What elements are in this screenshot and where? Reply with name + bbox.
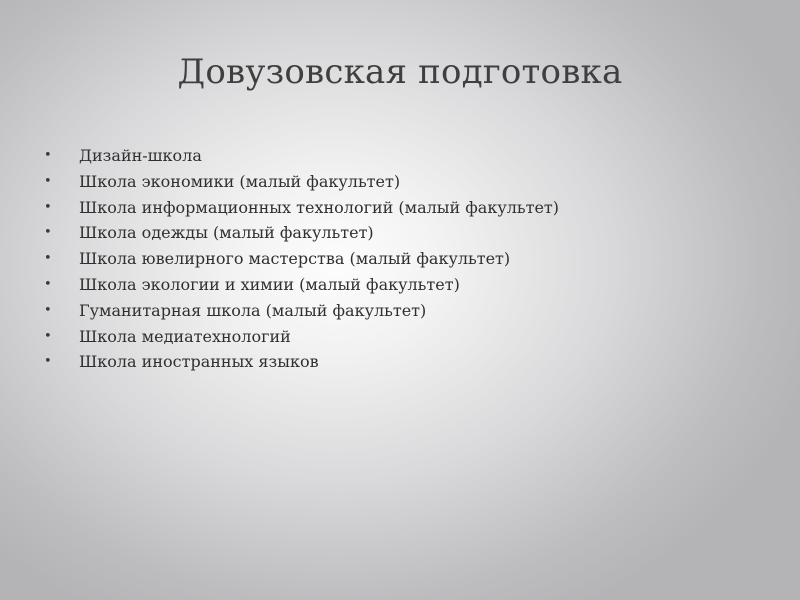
- bullet-icon: •: [44, 354, 52, 370]
- bullet-icon: •: [44, 199, 52, 215]
- list-item-text: Школа экономики (малый факультет): [79, 171, 401, 191]
- list-item-text: Школа ювелирного мастерства (малый факультет): [79, 249, 511, 269]
- list-item-text: Школа одежды (малый факультет): [79, 223, 374, 243]
- bullet-icon: •: [44, 173, 52, 189]
- list-item-text: Школа иностранных языков: [79, 352, 319, 372]
- list-item-text: Школа экологии и химии (малый факультет): [79, 274, 460, 294]
- bullet-icon: •: [44, 276, 52, 292]
- list-item-text: Школа медиатехнологий: [79, 326, 291, 346]
- bullet-icon: •: [44, 302, 52, 318]
- slide-title: Довузовская подготовка: [177, 52, 623, 92]
- bullet-icon: •: [44, 148, 52, 163]
- bullet-icon: •: [44, 225, 52, 241]
- list-item-text: Школа информационных технологий (малый факультет): [79, 197, 560, 217]
- bullet-icon: •: [44, 251, 52, 267]
- bullet-icon: •: [44, 328, 52, 344]
- list-item-text: Дизайн-школа: [79, 146, 202, 165]
- list-item-text: Гуманитарная школа (малый факультет): [79, 300, 427, 320]
